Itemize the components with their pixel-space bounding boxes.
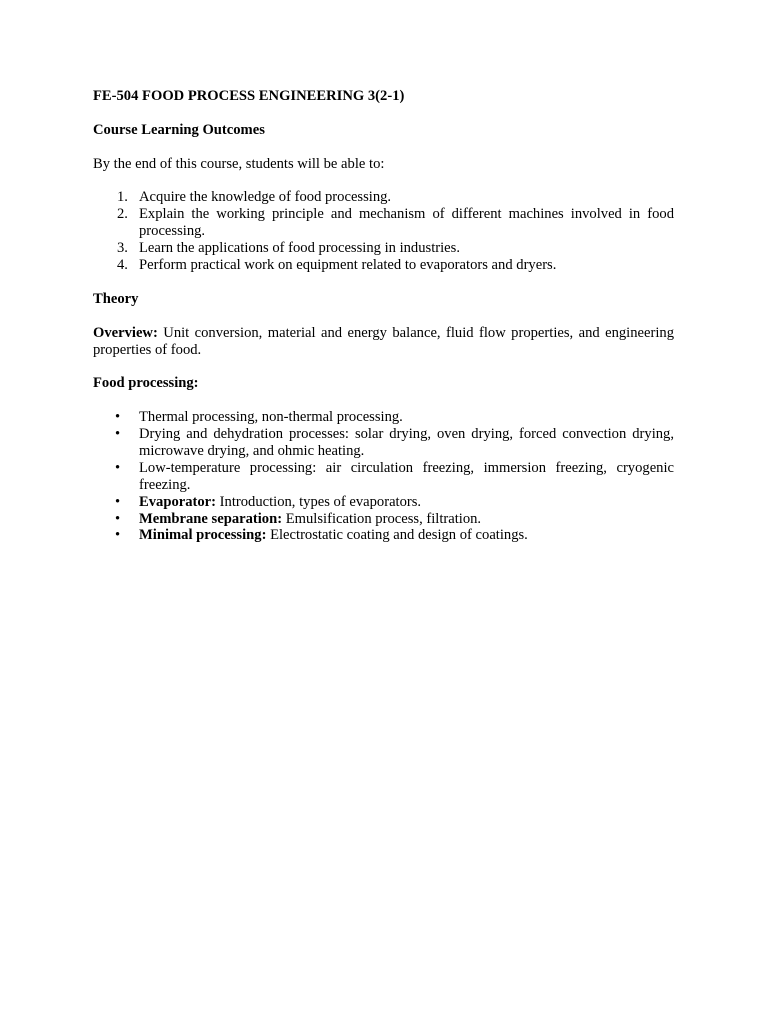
topic-body: Drying and dehydration processes: solar drying, oven drying, forced convection drying, microwave drying, and ohmic heating. (139, 426, 674, 459)
outcome-text: Explain the working principle and mechanism of different machines involved in food processing. (139, 206, 674, 240)
outcome-text: Perform practical work on equipment related to evaporators and dryers. (139, 257, 557, 274)
topic-item (93, 527, 674, 544)
spacer (93, 392, 674, 409)
outcome-item (93, 257, 674, 274)
outcome-number: 1. (117, 189, 128, 206)
spacer (93, 139, 674, 156)
clo-heading: Course Learning Outcomes (93, 121, 265, 138)
topic-text (139, 494, 674, 511)
topic-label: Evaporator: (139, 493, 217, 510)
outcome-item (93, 240, 674, 257)
document-title: FE-504 FOOD PROCESS ENGINEERING 3(2-1) (93, 88, 405, 104)
spacer (93, 308, 674, 325)
topic-text (139, 511, 674, 528)
outcome-item (93, 206, 674, 240)
topic-body: Electrostatic coating and design of coatings. (266, 527, 528, 544)
outcomes-list (93, 189, 674, 274)
topic-item (93, 426, 674, 460)
topic-text (139, 426, 674, 460)
overview-paragraph (93, 325, 674, 359)
topics-list (93, 409, 674, 544)
topic-body: Emulsification process, filtration. (282, 510, 482, 527)
outcome-number: 2. (117, 206, 128, 223)
bullet-icon: • (115, 510, 121, 527)
topic-text (139, 409, 674, 426)
bullet-icon: • (115, 409, 121, 426)
bullet-icon: • (115, 459, 121, 476)
outcome-text: Learn the applications of food processing in industries. (139, 240, 460, 257)
document-page (93, 88, 674, 544)
spacer (93, 274, 674, 291)
topic-item (93, 409, 674, 426)
food-processing-heading: Food processing: (93, 375, 199, 392)
bullet-icon: • (115, 527, 121, 544)
topic-body: Introduction, types of evaporators. (216, 493, 422, 510)
overview-label: Overview: (93, 324, 158, 341)
topic-label: Membrane separation: (139, 510, 283, 527)
clo-intro: By the end of this course, students will be able to: (93, 155, 385, 172)
overview-text: Unit conversion, material and energy balance, fluid flow properties, and engineering properties of food. (93, 324, 674, 358)
outcome-number: 3. (117, 240, 128, 257)
spacer (93, 105, 674, 122)
topic-text (139, 527, 674, 544)
bullet-icon: • (115, 493, 121, 510)
theory-heading: Theory (93, 290, 139, 307)
spacer (93, 358, 674, 375)
topic-text (139, 460, 674, 494)
outcome-number: 4. (117, 257, 128, 274)
topic-label: Minimal processing: (139, 527, 267, 544)
topic-body: Low-temperature processing: air circulation freezing, immersion freezing, cryogenic freezing. (139, 459, 674, 493)
topic-item (93, 494, 674, 511)
topic-body: Thermal processing, non-thermal processing. (139, 409, 403, 426)
topic-item (93, 511, 674, 528)
topic-item (93, 460, 674, 494)
spacer (93, 173, 674, 190)
outcome-text: Acquire the knowledge of food processing. (139, 189, 392, 206)
outcome-item (93, 189, 674, 206)
bullet-icon: • (115, 426, 121, 443)
